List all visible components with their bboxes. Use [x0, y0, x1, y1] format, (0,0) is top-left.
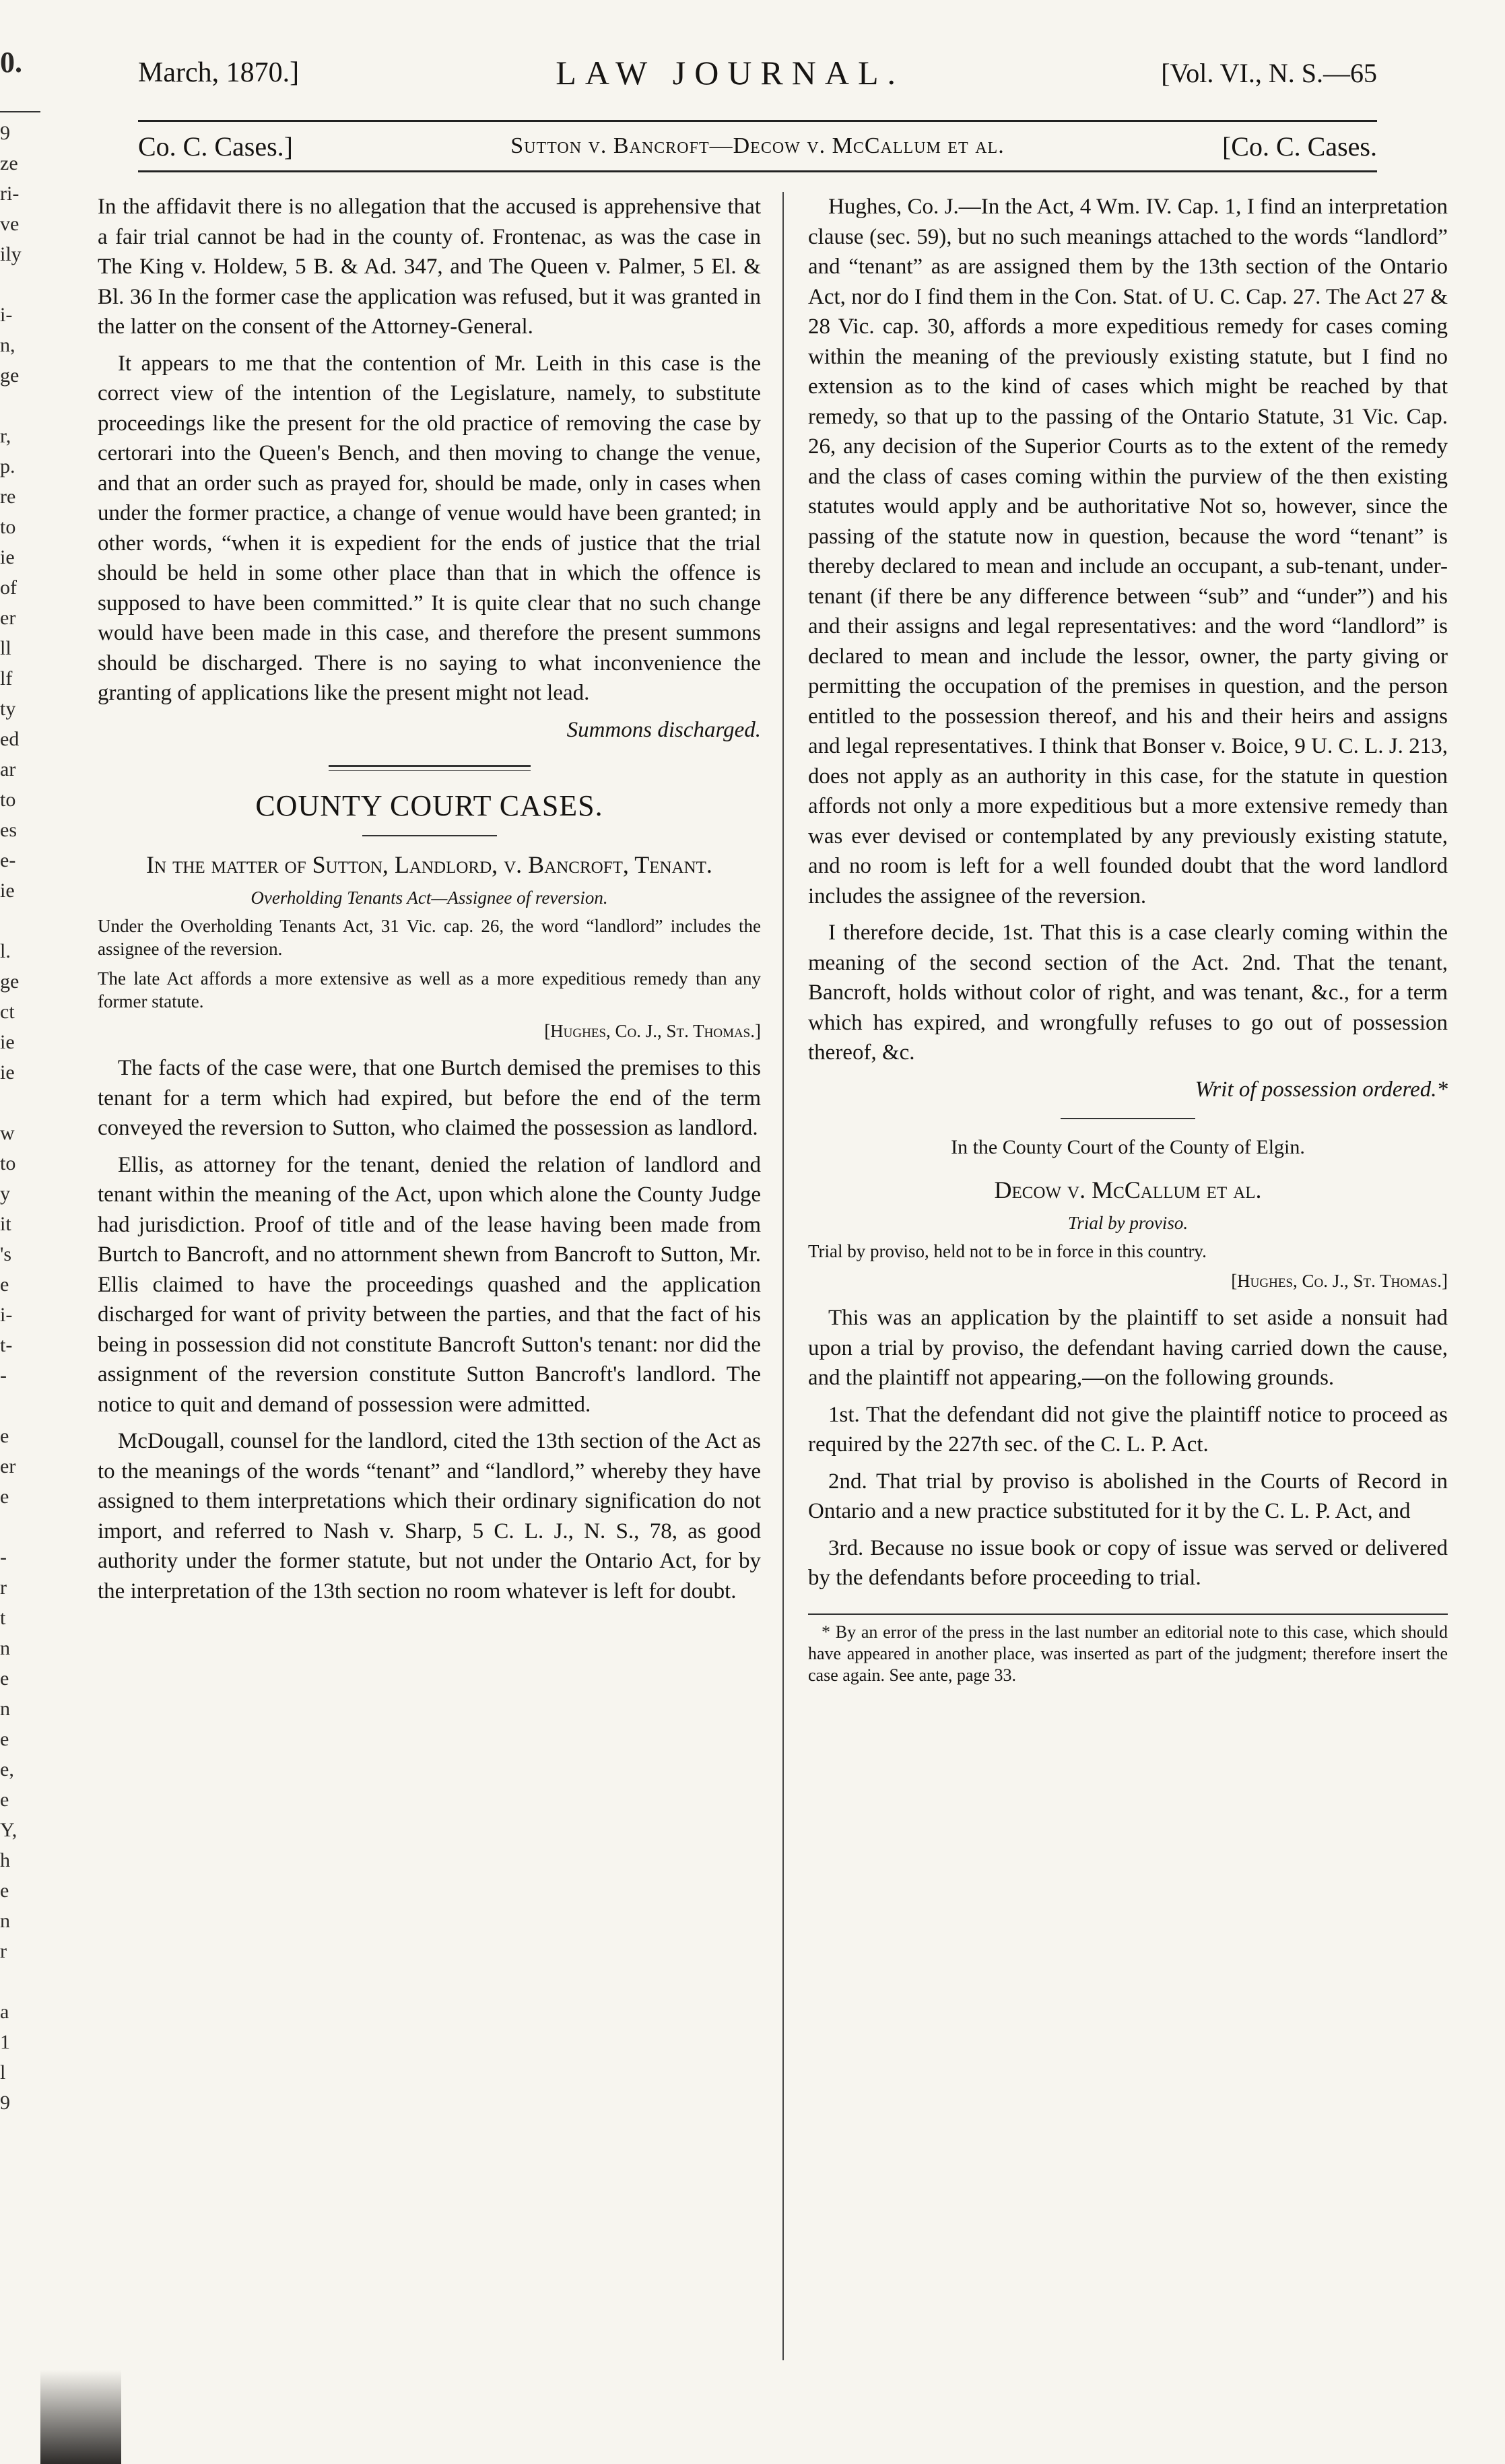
margin-fragment: 9: [0, 122, 10, 144]
margin-fragment: [0, 391, 54, 421]
headnote-text: The late Act affords a more extensive as well as a more expeditious remedy than any former statute.: [98, 968, 761, 1011]
margin-fragment: ie: [0, 879, 15, 902]
margin-fragment: ed: [0, 728, 20, 750]
journal-title: LAW JOURNAL.: [556, 54, 905, 92]
running-header: [138, 46, 1377, 100]
margin-fragment: t: [0, 1607, 6, 1629]
margin-fragment: n,: [0, 334, 15, 356]
paragraph: The facts of the case were, that one Burtch demised the premises to this tenant for a term which had expired, but before the end of the term conveyed the reversion to Sutton, who claimed the possession as landlord.: [98, 1056, 761, 1140]
double-rule: [329, 765, 531, 771]
margin-fragment: ve: [0, 213, 20, 235]
margin-fragment: e,: [0, 1758, 14, 1780]
margin-fragment: e: [0, 1486, 9, 1508]
margin-rule: [0, 111, 40, 112]
margin-fragment: i-: [0, 1304, 13, 1326]
case-header-middle: Sutton v. Bancroft—Decow v. McCallum et al.: [510, 133, 1005, 158]
margin-fragment: r: [0, 1940, 7, 1962]
margin-fragment: n: [0, 1910, 10, 1932]
paragraph: 1st. That the defendant did not give the plaintiff notice to proceed as required by the 227th sec. of the C. L. P. Act.: [808, 1402, 1448, 1457]
judge-line: [Hughes, Co. J., St. Thomas.]: [1231, 1271, 1448, 1291]
margin-fragment: r,: [0, 425, 11, 447]
paragraph: Ellis, as attorney for the tenant, denied the relation of landlord and tenant within the meaning of the Act, upon which alone the County Judge had jurisdiction. Proof of title and of the lease having been made from Burtch to Bancroft, and no attornment shewn from Bancroft to Sutton, Mr. Ellis claimed to have the proceedings quashed and the application discharged for want of privity between the parties, and that the fact of his being in possession did not constitute Bancroft Sutton's tenant: nor did the assignment of the reversion constitute Sutton Bancroft's landlord. The notice to quit and demand of possession were admitted.: [98, 1152, 761, 1417]
rule: [1061, 1118, 1195, 1119]
margin-fragment: ct: [0, 1001, 15, 1023]
margin-fragment: ge: [0, 970, 20, 993]
margin-fragment: e-: [0, 849, 16, 871]
margin-fragment: e: [0, 1879, 9, 1902]
margin-fragment: e: [0, 1425, 9, 1447]
margin-fragment: n: [0, 1637, 10, 1659]
case-header-right: [Co. C. Cases.: [1222, 131, 1377, 162]
case-header-left: Co. C. Cases.]: [138, 131, 293, 162]
margin-fragment: y: [0, 1183, 10, 1205]
judge-line: [Hughes, Co. J., St. Thomas.]: [544, 1021, 761, 1041]
headnote: [98, 886, 761, 1042]
footnote-text: * By an error of the press in the last number an editorial note to this case, which should have appeared in another place, was inserted as part of the judgment; therefore insert the case again. See ante, page 33.: [808, 1622, 1448, 1685]
headnote-title: Trial by proviso.: [1067, 1213, 1189, 1233]
margin-fragment: Y,: [0, 1819, 18, 1841]
margin-fragment: [0, 1966, 54, 1997]
margin-fragment: to: [0, 1152, 16, 1174]
paragraph: 2nd. That trial by proviso is abolished in the Courts of Record in Ontario and a new practice substituted for it by the C. L. P. Act, and: [808, 1469, 1448, 1523]
footnote: [808, 1613, 1448, 1686]
margin-bleed: [0, 0, 54, 2464]
paragraph: 3rd. Because no issue book or copy of issue was served or delivered by the defendants before proceeding to trial.: [808, 1535, 1448, 1590]
header-volume: [Vol. VI., N. S.—65: [1161, 57, 1377, 88]
margin-fragment: [0, 1512, 54, 1542]
margin-fragment: ie: [0, 1031, 15, 1053]
paragraph: Hughes, Co. J.—In the Act, 4 Wm. IV. Cap. 1, I find an interpretation clause (sec. 59), but no such meanings attached to the words “landlord” and “tenant” as are assigned them by the 13th section of the Ontario Act, nor do I find them in the Con. Stat. of U. C. Cap. 27. The Act 27 & 28 Vic. cap. 30, affords a more expeditious remedy for cases coming within the meaning of the previously existing statute, but I find no extension as to the kind of cases which might be reached by that remedy, so that up to the passing of the Ontario Statute, 31 Vic. Cap. 26, any decision of the Superior Courts as to the extent of the remedy and the class of cases coming within the purview of the then existing statutes would apply and be authoritative Not so, however, since the passing of the statute now in question, because the word “tenant” is thereby declared to mean and include an occupant, a sub-tenant, under-tenant (if there be any difference between “sub” and “under”) and his and their assigns and legal representatives: and the word “landlord” is declared to mean and include the lessor, owner, the party giving or permitting the occupation of the premises in question, and the person entitled to the possession thereof, and his and their heirs and assigns and legal representatives. I think that Bonser v. Boice, 9 U. C. L. J. 213, does not apply as an authority in this case, for the statute in question affords not only a more expeditious but a more extensive remedy than was ever devised or contemplated by any previously existing statute, and no room is left for a well founded doubt that the word landlord includes the assignee of the reversion.: [808, 195, 1448, 908]
paragraph: McDougall, counsel for the landlord, cited the 13th section of the Act as to the meanings of the words “tenant” and “landlord,” whereby they have assigned to them interpretations which their ordinary signification do not import, and referred to Nash v. Sharp, 5 C. L. J., N. S., 78, as good authority under the former statute, but not under the Ontario Act, for by the interpretation of the 13th section no room whatever is left for doubt.: [98, 1429, 761, 1603]
margin-fragment: ily: [0, 243, 22, 265]
margin-fragment: ie: [0, 546, 15, 568]
margin-fragment: ty: [0, 698, 16, 720]
margin-fragment: r: [0, 1576, 7, 1599]
margin-fragment: 1: [0, 2031, 10, 2053]
margin-fragment: to: [0, 516, 16, 538]
margin-fragment: it: [0, 1213, 11, 1235]
margin-fragment: i-: [0, 304, 13, 326]
margin-fragment: 9: [0, 2092, 10, 2114]
rule: [362, 835, 497, 836]
margin-fragment: ze: [0, 152, 18, 174]
headnote-text: Under the Overholding Tenants Act, 31 Vic. cap. 26, the word “landlord” includes the assignee of the reversion.: [98, 916, 761, 959]
court-name: In the County Court of the County of Elgin.: [951, 1136, 1305, 1158]
margin-fragment: n: [0, 1698, 10, 1720]
margin-fragment: e: [0, 1789, 9, 1811]
margin-fragment: p.: [0, 455, 15, 477]
paragraph: It appears to me that the contention of Mr. Leith in this case is the correct view of the intention of the Legislature, namely, to substitute proceedings like the present for the old practice of removing the case by certorari into the Queen's Bench, and then moving to change the venue, and that an order such as prayed for, should be made, only in cases when under the former practice, a change of venue would have been granted; in other words, “when it is expedient for the ends of justice that the trial should be held in some other place than that in which the offence is supposed to have been committed.” It is quite clear that no such change would have been made in this case, and therefore the present summons should be discharged. There is no saying to what inconvenience the granting of applications like the present might not lead.: [98, 351, 761, 705]
case-header: [138, 120, 1377, 172]
margin-fragment: [0, 1391, 54, 1421]
margin-fragment: e: [0, 1728, 9, 1750]
margin-fragment: [0, 269, 54, 300]
column-divider: [782, 192, 784, 2360]
margin-fragment: w: [0, 1122, 15, 1144]
margin-fragment: ge: [0, 364, 20, 387]
margin-fragment: to: [0, 789, 16, 811]
margin-fragment: l: [0, 2061, 6, 2084]
paragraph: I therefore decide, 1st. That this is a case clearly coming within the meaning of the second section of the Act. 2nd. That the tenant, Bancroft, holds without color of right, and was tenant, &c., for a term which has expired, and wrongfully refuses to go out of possession thereof, &c.: [808, 921, 1448, 1065]
headnote-text: Trial by proviso, held not to be in force in this country.: [808, 1241, 1207, 1261]
left-column: [98, 192, 761, 1613]
margin-fragment: e: [0, 1273, 9, 1296]
margin-fragment: es: [0, 819, 17, 841]
section-title: COUNTY COURT CASES.: [255, 789, 603, 822]
margin-fragment: [0, 1088, 54, 1118]
margin-fragment: lf: [0, 667, 13, 690]
margin-page-fragment: 0.: [0, 46, 22, 79]
margin-fragment: -: [0, 1546, 7, 1568]
margin-fragment: ll: [0, 637, 11, 659]
margin-fragment: ar: [0, 758, 16, 780]
ruling-writ: Writ of possession ordered.*: [1195, 1077, 1448, 1102]
margin-fragment: l.: [0, 940, 11, 962]
case-title: Decow v. McCallum et al.: [994, 1176, 1262, 1203]
margin-fragment: ie: [0, 1061, 15, 1084]
header-date: March, 1870.]: [138, 57, 300, 88]
case-title: In the matter of Sutton, Landlord, v. Bancroft, Tenant.: [146, 851, 712, 878]
paragraph: This was an application by the plaintiff to set aside a nonsuit had upon a trial by proviso, the defendant having carried down the cause, and the plaintiff not appearing,—on the following grounds.: [808, 1306, 1448, 1390]
headnote-title: Overholding Tenants Act—Assignee of reversion.: [250, 888, 608, 908]
margin-fragment: re: [0, 486, 16, 508]
margin-fragment: e: [0, 1667, 9, 1690]
margin-fragment: t-: [0, 1334, 13, 1356]
paragraph: In the affidavit there is no allegation that the accused is apprehensive that a fair trial cannot be had in the county of. Frontenac, as was the case in The King v. Holdew, 5 B. & Ad. 347, and The Queen v. Palmer, 5 El. & Bl. 36 In the former case the application was refused, but it was granted in the latter on the consent of the Attorney-General.: [98, 195, 761, 339]
ruling-summons: Summons discharged.: [566, 717, 761, 742]
margin-fragment: er: [0, 607, 16, 629]
margin-fragment: -: [0, 1364, 7, 1387]
margin-rows: [0, 118, 54, 2118]
margin-fragment: er: [0, 1455, 16, 1477]
page-edge-shadow: [40, 2370, 121, 2464]
right-column: [808, 192, 1448, 1693]
margin-fragment: ri-: [0, 182, 20, 205]
margin-fragment: a: [0, 2001, 9, 2023]
margin-fragment: of: [0, 576, 17, 599]
margin-fragment: h: [0, 1849, 10, 1871]
margin-fragment: 's: [0, 1243, 12, 1265]
margin-fragment: [0, 906, 54, 936]
headnote: [808, 1211, 1448, 1292]
